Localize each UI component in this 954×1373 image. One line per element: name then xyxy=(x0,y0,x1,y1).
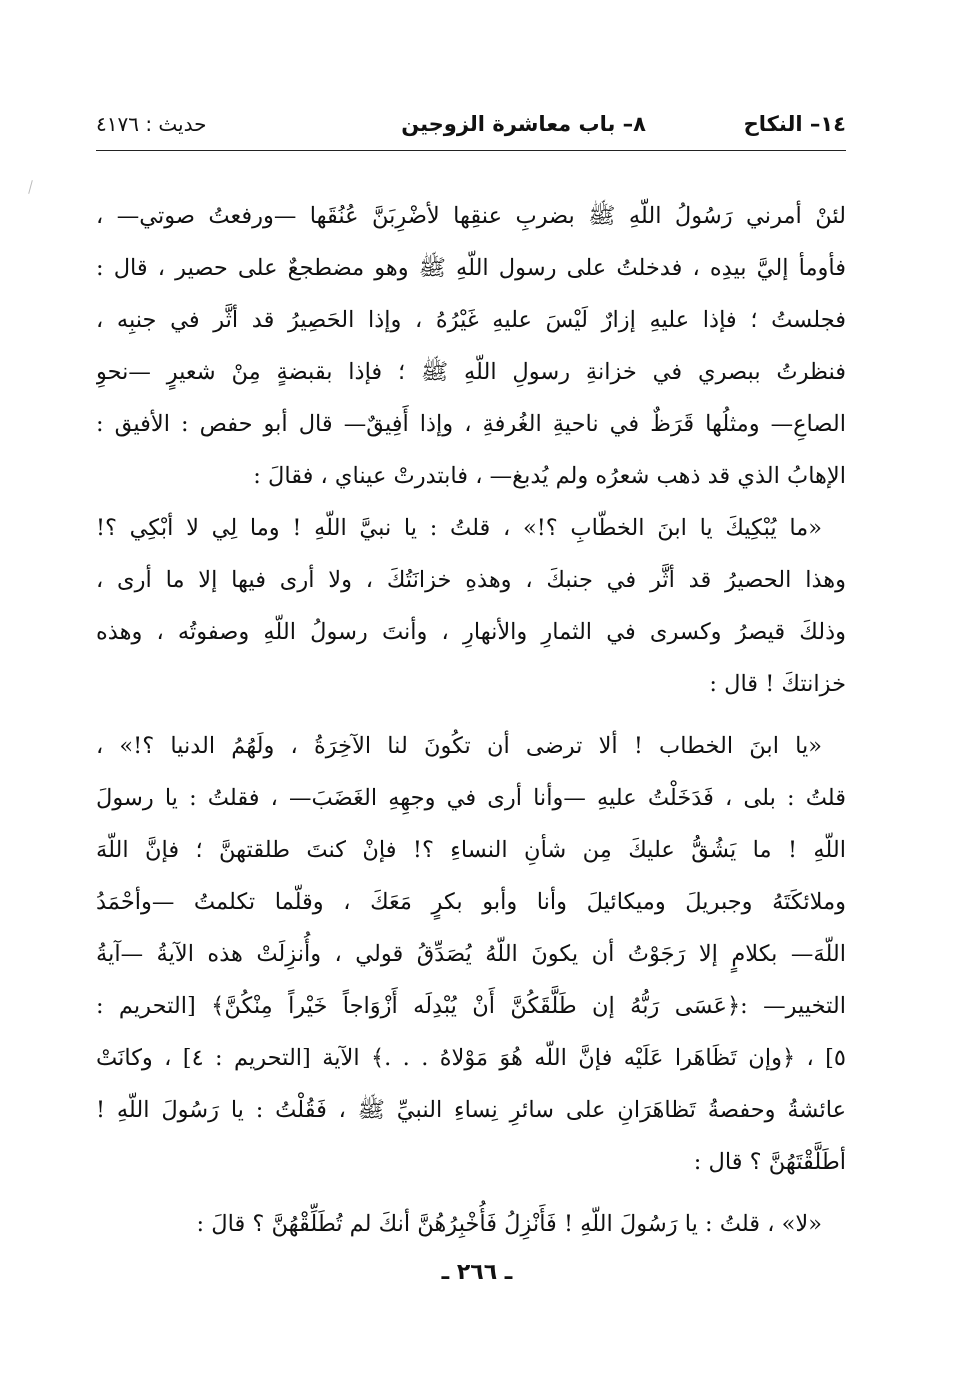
page-number: ـ ٢٦٦ ـ xyxy=(441,1260,513,1285)
page-header xyxy=(96,112,846,152)
text-line: وهذا الحصيرُ قد أثَّر في جنبكَ ، وهذهِ خزانَتُكَ ، ولا أرى فيها إلا ما أرى ، xyxy=(96,567,846,593)
text-line: فنظرتُ ببصري في خزانةِ رسولِ اللّهِ ﷺ ؛ فإذا بقبضةٍ مِنْ شعيرٍ —نحوِ xyxy=(96,359,846,385)
text-line: اللّهِ ! ما يَشُقُّ عليكَ مِن شأنِ النساءِ ؟! فإنْ كنتَ طلقتهنَّ ؛ فإنَّ اللّهَ xyxy=(96,837,846,863)
text-line: قلتُ : بلى ، فَدَخَلْتُ عليهِ —وأنا أرى في وجهِهِ الغَضَبَ— ، فقلتُ : يا رسولَ xyxy=(96,785,846,811)
text-line: التخيير— :﴿عَسَى رَبُّهُ إن طَلَّقَكُنَّ أَنْ يُبْدِلَه أَزْوَاجاً خَيْراً مِنْكُنَّ﴾ [التحريم : xyxy=(96,993,846,1019)
text-line: اللّهَ— بكلامٍ إلا رَجَوْتُ أن يكونَ اللّهُ يُصَدِّقُ قولي ، وأُنزِلَتْ هذه الآيةُ —آيةُ xyxy=(96,941,846,967)
text-line: وملائكَتَهُ وجبريلَ وميكائيلَ وأنا وأبو بكرٍ مَعَكَ ، وقلّما تكلمتُ —وأحْمَدُ xyxy=(96,889,846,915)
paragraph xyxy=(96,502,846,710)
text-line: ٥] ، ﴿وإن تَظَاهَرا عَلَيْه فإنَّ اللّه هُوَ مَوْلاهُ . . .﴾ الآية [التحريم : ٤] ، وكانَتْ xyxy=(96,1045,846,1071)
text-line: عائشةُ وحفصةُ تَظاهَرَانِ على سائرِ نِساءِ النبيِّ ﷺ ، فَقُلْتُ : يا رَسُولَ اللّهِ ! xyxy=(96,1097,846,1123)
paragraph xyxy=(96,1198,846,1250)
paragraph xyxy=(96,190,846,502)
text-line: وذلكَ قيصرُ وكسرى في الثمارِ والأنهارِ ، وأنتَ رسولُ اللّهِ وصفوتُه ، وهذه xyxy=(96,619,846,645)
text-line: أطَلَّقْتَهُنَّ ؟ قال : xyxy=(693,1149,846,1175)
chapter-title: ١٤– النكاح xyxy=(743,112,846,136)
margin-mark xyxy=(28,180,33,194)
text-line: «لا» ، قلتُ : يا رَسُولَ اللّهِ ! فَأَنْزِلُ فَأُخْبِرُهُنَّ أنكَ لم تُطَلِّقْهُنَّ ؟ قالَ : xyxy=(196,1211,822,1237)
text-line: فجلستُ ؛ فإذا عليهِ إزارٌ لَيْسَ عليهِ غَيْرُهُ ، وإذا الحَصِيرُ قد أثَّر في جنبِه ، xyxy=(96,307,846,333)
header-divider xyxy=(96,150,846,151)
text-line: فأومأ إليَّ بيدِه ، فدخلتُ على رسول اللّهِ ﷺ وهو مضطجعٌ على حصير ، قال : xyxy=(96,255,846,281)
section-title: ٨– باب معاشرة الزوجين xyxy=(401,112,646,136)
text-line: لئنْ أمرني رَسُولُ اللّهِ ﷺ بضربِ عنقِها لأضْرِبَنَّ عُنُقَها —ورفعتُ صوتي— ، xyxy=(96,203,846,229)
paragraph xyxy=(96,720,846,1188)
text-line: خزانتكَ ! قال : xyxy=(709,671,846,697)
text-line: «ما يُبْكِيكَ يا ابنَ الخطّابِ ؟!» ، قلتُ : يا نبيَّ اللّهِ ! وما لِي لا أبْكِي ؟! xyxy=(96,515,822,541)
body-text xyxy=(96,190,846,1250)
text-line: الصاعِ— ومثلُها قَرَظٌ في ناحيةِ الغُرفةِ ، وإذا أَفِيقٌ— قال أبو حفص : الأفيق : xyxy=(96,411,846,437)
text-line: الإهابُ الذي قد ذهب شعرُه ولم يُدبغ— ، فابتدرتْ عيناي ، فقالَ : xyxy=(253,463,846,489)
hadith-reference: حديث : ٤١٧٦ xyxy=(96,112,207,136)
text-line: «يا ابنَ الخطاب ! ألا ترضى أن تكُونَ لنا الآخِرَةُ ، ولَهُمُ الدنيا ؟!» ، xyxy=(96,733,822,759)
